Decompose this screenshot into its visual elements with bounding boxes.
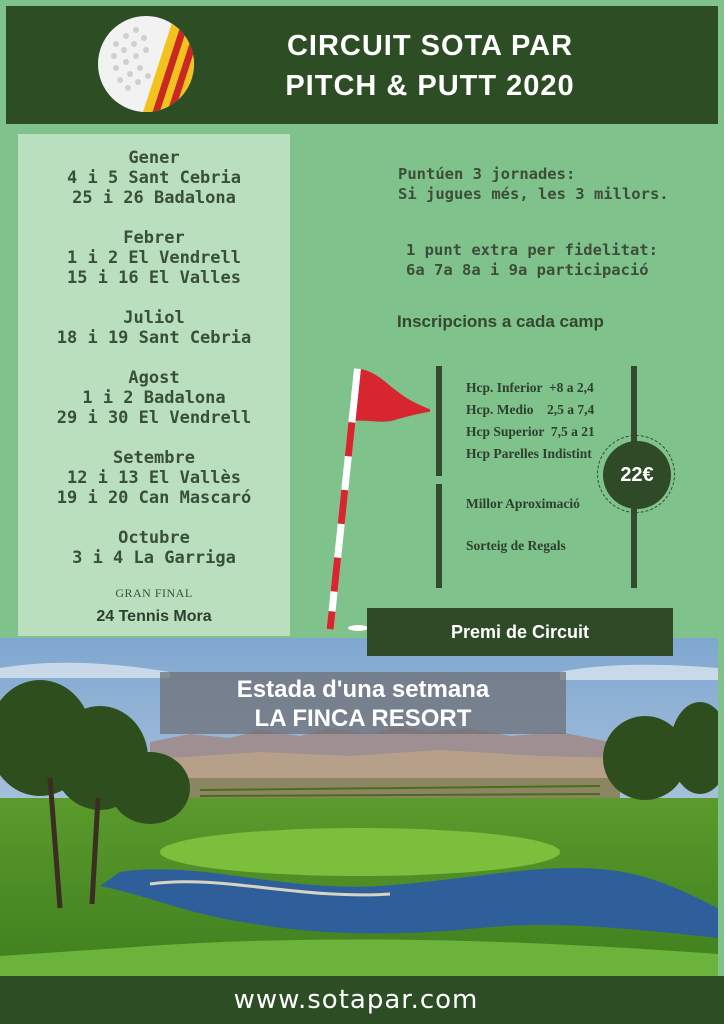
event-line: 19 i 20 Can Mascaró <box>56 488 252 508</box>
divider-line <box>436 366 442 476</box>
month-name: Octubre <box>118 528 190 548</box>
divider-line <box>631 508 637 588</box>
category-line: Hcp. Inferior +8 a 2,4 <box>466 380 594 395</box>
prize-line-2: LA FINCA RESORT <box>254 705 472 732</box>
title-line-1: CIRCUIT SOTA PAR <box>286 30 574 62</box>
month-block <box>18 228 290 288</box>
footer-bar <box>0 976 724 1024</box>
event-line: 1 i 2 El Vendrell <box>67 248 241 268</box>
divider-line <box>436 484 442 588</box>
loyalty-line-1: 1 punt extra per fidelitat: <box>406 241 658 259</box>
prize-line-1: Estada d'una setmana <box>236 676 490 703</box>
price-badge: 22€ <box>603 441 671 509</box>
month-block <box>18 308 290 348</box>
event-line: 4 i 5 Sant Cebria <box>67 168 241 188</box>
scoring-rule <box>398 164 669 204</box>
month-block <box>18 528 290 568</box>
category-line: Hcp Parelles Indistint <box>466 446 592 461</box>
loyalty-rule <box>406 240 658 280</box>
event-line: 25 i 26 Badalona <box>72 188 236 208</box>
divider-line <box>631 366 637 442</box>
extra-prize: Millor Aproximació <box>466 496 580 511</box>
golf-flag-icon <box>314 362 430 634</box>
circuit-prize-label: Premi de Circuit <box>367 608 673 656</box>
event-line: 1 i 2 Badalona <box>82 388 226 408</box>
scoring-line-1: Puntúen 3 jornades: <box>398 165 576 183</box>
category-line: Hcp. Medio 2,5 a 7,4 <box>466 402 595 417</box>
inscriptions-text: Inscripcions a cada camp <box>397 312 604 331</box>
event-line: 15 i 16 El Valles <box>67 268 241 288</box>
grand-final-label: GRAN FINAL <box>115 586 193 600</box>
extra-prize: Sorteig de Regals <box>466 538 566 553</box>
event-line: 18 i 19 Sant Cebria <box>56 328 252 348</box>
prize-banner <box>160 672 566 734</box>
category-line: Hcp Superior 7,5 a 21 <box>466 424 595 439</box>
event-line: 12 i 13 El Vallès <box>67 468 241 488</box>
event-line: 29 i 30 El Vendrell <box>56 408 252 428</box>
month-block <box>18 148 290 208</box>
month-block <box>18 368 290 428</box>
scoring-line-2: Si jugues més, les 3 millors. <box>398 185 669 203</box>
month-name: Juliol <box>123 308 185 328</box>
month-name: Agost <box>128 368 180 388</box>
schedule-panel <box>18 134 290 636</box>
golf-ball-logo-icon <box>96 14 200 118</box>
loyalty-line-2: 6a 7a 8a i 9a participació <box>406 261 649 279</box>
event-line: 3 i 4 La Garriga <box>72 548 236 568</box>
month-name: Febrer <box>123 228 185 248</box>
month-name: Setembre <box>113 448 195 468</box>
month-name: Gener <box>128 148 180 168</box>
title-line-2: PITCH & PUTT 2020 <box>285 70 575 102</box>
month-block <box>18 448 290 508</box>
grand-final-value: 24 Tennis Mora <box>96 608 212 625</box>
website-link[interactable]: www.sotapar.com <box>233 985 479 1015</box>
